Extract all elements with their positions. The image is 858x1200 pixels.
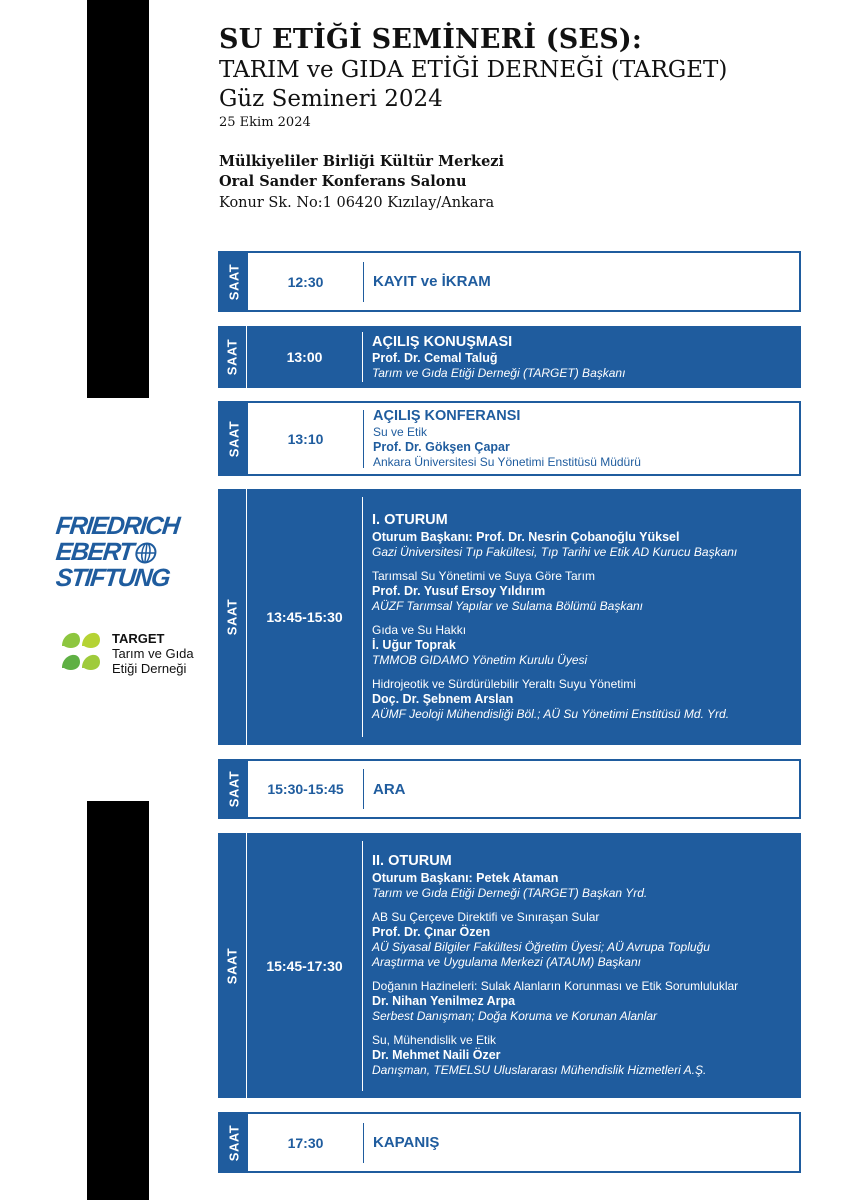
time-cell: 13:45-15:30 xyxy=(266,609,343,625)
session-title: AÇILIŞ KONFERANSI xyxy=(373,407,521,424)
venue-name: Mülkiyeliler Birliği Kültür Merkezi xyxy=(219,153,505,170)
talk-item xyxy=(372,910,801,970)
speaker-name: Prof. Dr. Yusuf Ersoy Yıldırım xyxy=(372,584,546,598)
content-cell xyxy=(363,326,801,388)
talk-item xyxy=(372,569,801,614)
venue-hall: Oral Sander Konferans Salonu xyxy=(219,173,467,190)
speaker-affiliation: Serbest Danışman; Doğa Koruma ve Korunan Alanlar xyxy=(372,1009,658,1023)
speaker-affiliation: Tarım ve Gıda Etiği Derneği (TARGET) Başkanı xyxy=(372,365,626,380)
event-label: KAYIT ve İKRAM xyxy=(373,273,491,290)
fes-logo-line1: FRIEDRICH xyxy=(54,512,181,540)
time-cell: 13:10 xyxy=(287,430,324,447)
content-cell xyxy=(363,489,801,745)
time-cell: 15:45-17:30 xyxy=(266,957,343,974)
fes-logo xyxy=(56,513,179,591)
speaker-affiliation: Ankara Üniversitesi Su Yönetimi Enstitüsü Müdürü xyxy=(373,454,641,469)
talk-topic: Su, Mühendislik ve Etik xyxy=(372,1033,497,1047)
venue-address: Konur Sk. No:1 06420 Kızılay/Ankara xyxy=(219,195,495,211)
saat-tab: SAAT xyxy=(218,326,247,388)
schedule-row-oturum2 xyxy=(218,833,801,1098)
target-logo xyxy=(58,624,194,682)
target-logo-text: TARGET Tarım ve Gıda Etiği Derneği xyxy=(112,630,194,676)
schedule-row-oturum1 xyxy=(218,489,801,745)
content-cell xyxy=(364,1114,799,1171)
saat-tab: SAAT xyxy=(220,253,248,310)
talk-item xyxy=(372,623,801,668)
seminar-title: SU ETİĞİ SEMİNERİ (SES): xyxy=(219,24,643,55)
speaker-affiliation: TMMOB GIDAMO Yönetim Kurulu Üyesi xyxy=(372,653,588,667)
seminar-subtitle: Güz Semineri 2024 xyxy=(219,86,443,112)
time-cell: 17:30 xyxy=(287,1134,324,1151)
time-cell: 12:30 xyxy=(287,273,324,290)
session-chair: Oturum Başkanı: Petek Ataman xyxy=(372,871,559,885)
saat-tab: SAAT xyxy=(218,489,247,745)
saat-tab: SAAT xyxy=(220,403,248,474)
event-label: KAPANIŞ xyxy=(373,1134,440,1151)
saat-tab: SAAT xyxy=(220,1114,248,1171)
speaker-affiliation: Danışman, TEMELSU Uluslararası Mühendislik Hizmetleri A.Ş. xyxy=(372,1063,707,1077)
talk-item xyxy=(372,979,801,1024)
schedule-row-kayit xyxy=(218,251,801,312)
session-title: AÇILIŞ KONUŞMASI xyxy=(372,333,513,350)
saat-tab: SAAT xyxy=(220,761,248,817)
talk-item xyxy=(372,1033,801,1078)
talk-topic: Tarımsal Su Yönetimi ve Suya Göre Tarım xyxy=(372,569,595,583)
event-date: 25 Ekim 2024 xyxy=(219,115,311,130)
speaker-name: Prof. Dr. Çınar Özen xyxy=(372,925,491,939)
chair-affiliation: Gazi Üniversitesi Tıp Fakültesi, Tıp Tarihi ve Etik AD Kurucu Başkanı xyxy=(372,545,738,559)
header xyxy=(219,24,727,214)
time-cell: 15:30-15:45 xyxy=(267,781,344,797)
fes-logo-line2: EBERT xyxy=(55,539,180,565)
schedule-row-konferans xyxy=(218,401,801,476)
schedule-row-kapanis xyxy=(218,1112,801,1173)
black-bar-bottom xyxy=(87,801,149,1200)
talk-topic: AB Su Çerçeve Direktifi ve Sınıraşan Sular xyxy=(372,910,600,924)
speaker-affiliation-cont: Araştırma ve Uygulama Merkezi (ATAUM) Başkanı xyxy=(372,955,641,969)
time-cell: 13:00 xyxy=(286,349,323,365)
speaker-name: Dr. Mehmet Naili Özer xyxy=(372,1048,501,1062)
talk-topic: Gıda ve Su Hakkı xyxy=(372,623,467,637)
event-label: ARA xyxy=(373,780,406,798)
talk-topic: Doğanın Hazineleri: Sulak Alanların Korunması ve Etik Sorumluluklar xyxy=(372,979,739,993)
speaker-affiliation: AÜ Siyasal Bilgiler Fakültesi Öğretim Üyesi; AÜ Avrupa Topluğu xyxy=(372,940,710,954)
fes-logo-line3: STIFTUNG xyxy=(54,564,171,592)
content-cell xyxy=(364,403,799,474)
talk-item xyxy=(372,677,801,722)
globe-icon xyxy=(133,542,157,564)
saat-tab: SAAT xyxy=(218,833,247,1098)
content-cell xyxy=(364,761,799,817)
speaker-name: Dr. Nihan Yenilmez Arpa xyxy=(372,994,516,1008)
black-bar-top xyxy=(87,0,149,398)
organizer-subtitle: TARIM ve GIDA ETİĞİ DERNEĞİ (TARGET) xyxy=(219,57,728,83)
session-title: I. OTURUM xyxy=(372,512,448,528)
schedule-row-acilis xyxy=(218,326,801,388)
content-cell xyxy=(364,253,799,310)
schedule-row-ara xyxy=(218,759,801,819)
speaker-affiliation: AÜZF Tarımsal Yapılar ve Sulama Bölümü Başkanı xyxy=(372,599,644,613)
session-chair: Oturum Başkanı: Prof. Dr. Nesrin Çobanoğlu Yüksel xyxy=(372,530,680,544)
talk-topic: Hidrojeotik ve Sürdürülebilir Yeraltı Suyu Yönetimi xyxy=(372,677,636,691)
talk-topic: Su ve Etik xyxy=(373,424,428,439)
chair-affiliation: Tarım ve Gıda Etiği Derneği (TARGET) Başkan Yrd. xyxy=(372,886,648,900)
speaker-name: İ. Uğur Toprak xyxy=(372,638,456,652)
speaker-name: Doç. Dr. Şebnem Arslan xyxy=(372,692,514,706)
session-title: II. OTURUM xyxy=(372,853,452,869)
speaker-affiliation: AÜMF Jeoloji Mühendisliği Böl.; AÜ Su Yönetimi Enstitüsü Md. Yrd. xyxy=(372,707,730,721)
target-leaf-icon xyxy=(58,624,104,682)
speaker-name: Prof. Dr. Gökşen Çapar xyxy=(373,439,510,454)
speaker-name: Prof. Dr. Cemal Taluğ xyxy=(372,350,498,365)
content-cell xyxy=(363,833,801,1098)
